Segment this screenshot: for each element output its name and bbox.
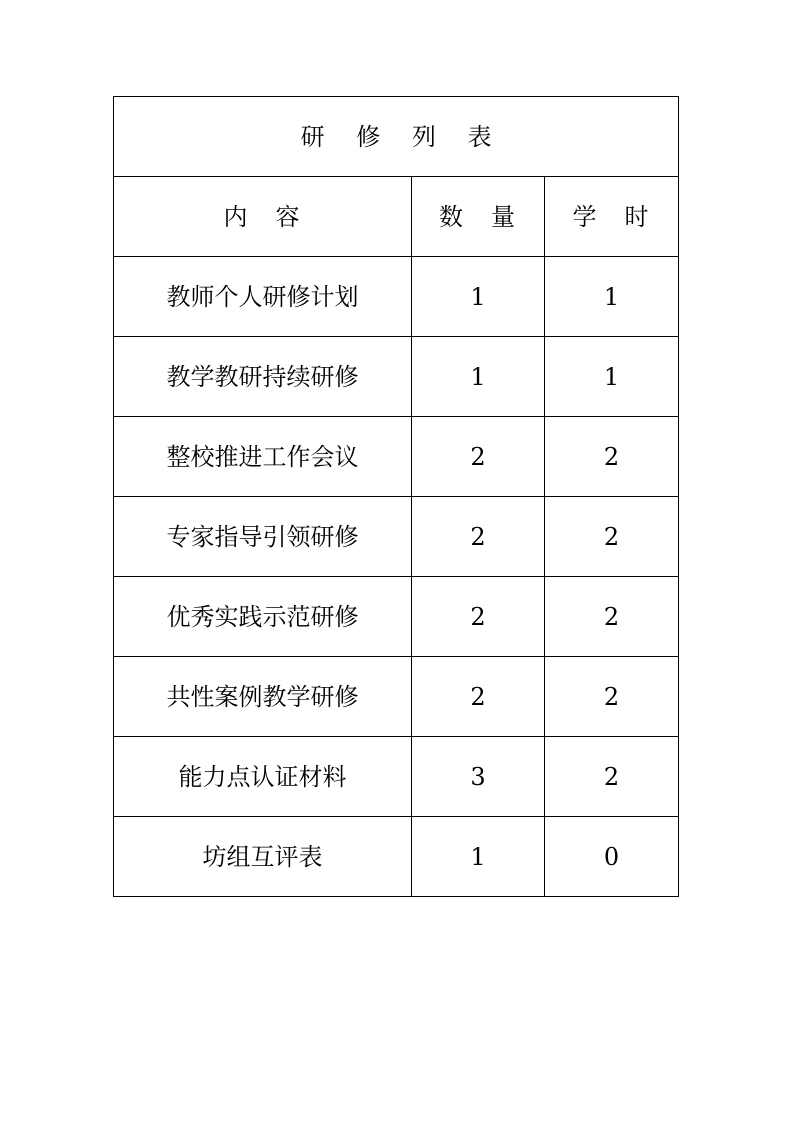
row-quantity: 2 bbox=[412, 577, 545, 657]
title-row bbox=[114, 97, 679, 177]
row-content: 整校推进工作会议 bbox=[114, 417, 412, 497]
row-quantity: 3 bbox=[412, 737, 545, 817]
row-hours: 1 bbox=[545, 337, 679, 417]
header-hours: 学 时 bbox=[545, 177, 679, 257]
row-content: 能力点认证材料 bbox=[114, 737, 412, 817]
row-content: 教师个人研修计划 bbox=[114, 257, 412, 337]
table-row bbox=[114, 257, 679, 337]
row-quantity: 2 bbox=[412, 497, 545, 577]
table-title: 研 修 列 表 bbox=[114, 97, 679, 177]
row-content: 优秀实践示范研修 bbox=[114, 577, 412, 657]
table-row bbox=[114, 417, 679, 497]
row-quantity: 2 bbox=[412, 417, 545, 497]
table-row bbox=[114, 737, 679, 817]
table-row bbox=[114, 817, 679, 897]
row-quantity: 2 bbox=[412, 657, 545, 737]
row-hours: 2 bbox=[545, 577, 679, 657]
row-quantity: 1 bbox=[412, 817, 545, 897]
table-body bbox=[114, 97, 679, 897]
row-content: 专家指导引领研修 bbox=[114, 497, 412, 577]
row-content: 教学教研持续研修 bbox=[114, 337, 412, 417]
row-hours: 2 bbox=[545, 497, 679, 577]
row-quantity: 1 bbox=[412, 337, 545, 417]
row-hours: 2 bbox=[545, 417, 679, 497]
row-hours: 2 bbox=[545, 737, 679, 817]
table-row bbox=[114, 337, 679, 417]
training-list-table bbox=[113, 96, 679, 897]
table-row bbox=[114, 497, 679, 577]
header-row bbox=[114, 177, 679, 257]
row-hours: 2 bbox=[545, 657, 679, 737]
row-hours: 1 bbox=[545, 257, 679, 337]
header-content: 内 容 bbox=[114, 177, 412, 257]
table-row bbox=[114, 577, 679, 657]
row-content: 共性案例教学研修 bbox=[114, 657, 412, 737]
header-quantity: 数 量 bbox=[412, 177, 545, 257]
row-quantity: 1 bbox=[412, 257, 545, 337]
row-content: 坊组互评表 bbox=[114, 817, 412, 897]
table-row bbox=[114, 657, 679, 737]
row-hours: 0 bbox=[545, 817, 679, 897]
